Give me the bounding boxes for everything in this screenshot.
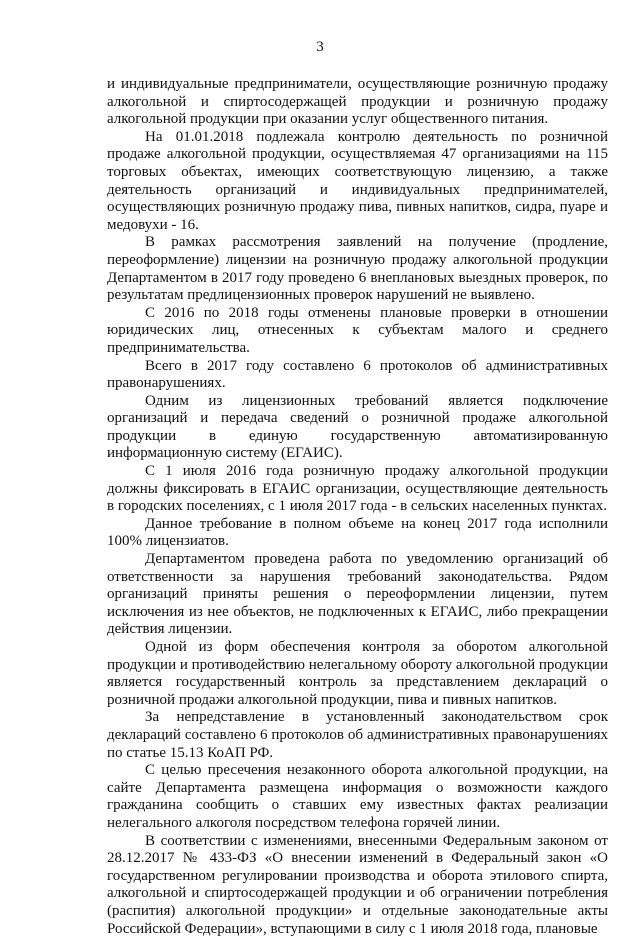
- paragraph-egais-dates: С 1 июля 2016 года розничную продажу алкогольной продукции должны фиксировать в ЕГАИС организации, осуществляющие деятельность в городских поселениях, с 1 июля 2017 года - в сельских населенных пунктах.: [107, 463, 608, 515]
- paragraph-cancelled-inspections: С 2016 по 2018 годы отменены плановые проверки в отношении юридических лиц, отнесенных к субъектам малого и среднего предпринимательства.: [107, 304, 608, 356]
- paragraph-notification-work: Департаментом проведена работа по уведомлению организаций об ответственности за нарушения требований законодательства. Рядом организаций приняты решения о переоформлении лицензии, путем исключения из нее объектов, не подключенных к ЕГАИС, либо прекращении действия лицензии.: [107, 551, 608, 638]
- paragraph-continuation: и индивидуальные предприниматели, осуществляющие розничную продажу алкогольной и спиртосодержащей продукции и розничную продажу алкогольной продукции при оказании услуг общественного питания.: [107, 76, 608, 128]
- paragraph-federal-law-changes: В соответствии с изменениями, внесенными Федеральным законом от 28.12.2017 № 433-ФЗ «О внесении изменений в Федеральный закон «О государственном регулировании производства и оборота этилового спирта, алкогольной и спиртосодержащей продукции и об ограничении потребления (распития) алкогольной продукции» и отдельные законодательные акты Российской Федерации», вступающими в силу с 1 июля 2018 года, плановые: [107, 832, 608, 937]
- paragraph-hotline: С целью пресечения незаконного оборота алкогольной продукции, на сайте Департамента размещена информация о возможности каждого гражданина сообщить о ставших ему известных фактах реализации нелегального алкоголя посредством телефона горячей линии.: [107, 762, 608, 831]
- paragraph-egais-compliance: Данное требование в полном объеме на конец 2017 года исполнили 100% лицензиатов.: [107, 515, 608, 550]
- page-number: 3: [316, 39, 324, 55]
- paragraph-license-inspections: В рамках рассмотрения заявлений на получение (продление, переоформление) лицензии на розничную продажу алкогольной продукции Департаментом в 2017 году проведено 6 внеплановых выездных проверок, по результатам предлицензионных проверок нарушений не выявлено.: [107, 234, 608, 304]
- paragraph-protocols-total: Всего в 2017 году составлено 6 протоколов об административных правонарушениях.: [107, 357, 608, 392]
- paragraph-egais-requirement: Одним из лицензионных требований является подключение организаций и передача сведений о розничной продаже алкогольной продукции в единую государственную автоматизированную информационную систему (ЕГАИС).: [107, 392, 608, 462]
- paragraph-declaration-protocols: За непредставление в установленный законодательством срок деклараций составлено 6 протоколов об административных правонарушениях по статье 15.13 КоАП РФ.: [107, 709, 608, 761]
- paragraph-declaration-control: Одной из форм обеспечения контроля за оборотом алкогольной продукции и противодействию нелегальному обороту алкогольной продукции является государственный контроль за представлением деклараций о розничной продажи алкогольной продукции, пива и пивных напитков.: [107, 639, 608, 708]
- document-body: [107, 76, 608, 938]
- paragraph-licensed-retail-stats: На 01.01.2018 подлежала контролю деятельность по розничной продаже алкогольной продукции, осуществляемая 47 организациями на 115 торговых объектах, имеющих соответствующую лицензию, а также деятельность организаций и индивидуальных предпринимателей, осуществляющих розничную продажу пива, пивных напитков, сидра, пуаре и медовухи - 16.: [107, 128, 608, 233]
